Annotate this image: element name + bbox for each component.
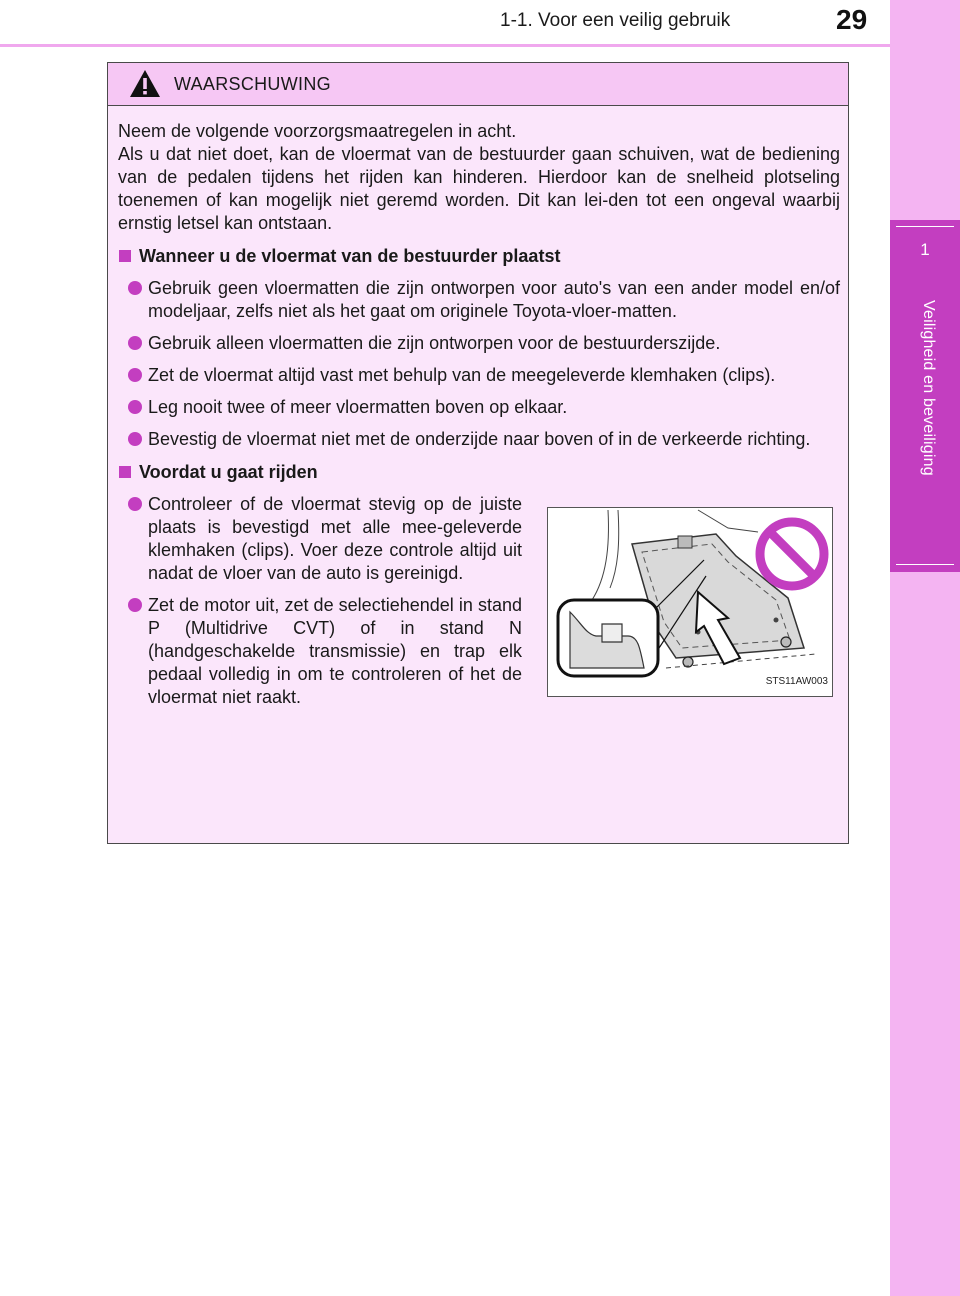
section-heading-placement	[118, 245, 840, 268]
list-item	[118, 364, 840, 387]
list-item-text: Zet de vloermat altijd vast met behulp van de meegeleverde klemhaken (clips).	[148, 365, 776, 385]
floor-mat-drawing	[548, 508, 832, 696]
list-item-text: Gebruik alleen vloermatten die zijn ontworpen voor de bestuurderszijde.	[148, 333, 721, 353]
list-item	[118, 396, 840, 419]
page-number: 29	[836, 4, 868, 35]
dot-bullet-icon	[128, 598, 142, 612]
floor-mat-illustration	[547, 507, 833, 697]
list-item	[118, 493, 522, 585]
prohibition-icon	[760, 522, 824, 586]
warning-box	[107, 62, 849, 844]
warning-header	[108, 63, 848, 106]
list-item	[118, 332, 840, 355]
section-title: 1-1. Voor een veilig gebruik	[500, 10, 731, 31]
list-item	[118, 277, 840, 323]
list-item	[118, 428, 840, 451]
warning-body	[108, 106, 848, 843]
warning-content	[118, 120, 840, 709]
dot-bullet-icon	[128, 497, 142, 511]
dot-bullet-icon	[128, 368, 142, 382]
dot-bullet-icon	[128, 432, 142, 446]
section-heading-before-driving	[118, 461, 840, 484]
square-bullet-icon	[119, 250, 131, 262]
intro-line-1: Neem de volgende voorzorgsmaatregelen in acht.	[118, 121, 517, 141]
before-driving-row	[118, 493, 840, 709]
before-driving-list	[118, 493, 522, 709]
intro-paragraph: Als u dat niet doet, kan de vloermat van de bestuurder gaan schuiven, wat de bediening van de pedalen tijdens het rijden kan hinderen. Hierdoor kan de snelheid plotseling toenemen of kan mogelijk niet geremd worden. Dit kan lei-den tot een ongeval waarbij ernstig letsel kan ontstaan.	[118, 144, 840, 233]
square-bullet-icon	[119, 466, 131, 478]
dot-bullet-icon	[128, 400, 142, 414]
tab-divider-top	[896, 226, 954, 227]
warning-triangle-icon	[128, 68, 162, 99]
warning-title: WAARSCHUWING	[174, 74, 331, 94]
side-tab	[890, 0, 960, 1296]
list-item-text: Bevestig de vloermat niet met de onderzijde naar boven of in de verkeerde richting.	[148, 429, 811, 449]
section-heading-text: Voordat u gaat rijden	[139, 462, 318, 482]
figure-code: STS11AW003	[765, 676, 828, 687]
list-item-text: Leg nooit twee of meer vloermatten boven op elkaar.	[148, 397, 568, 417]
list-item-text: Gebruik geen vloermatten die zijn ontworpen voor auto's van een ander model en/of modeljaar, zelfs niet als het gaat om originele Toyota-vloer-matten.	[148, 278, 840, 321]
dot-bullet-icon	[128, 336, 142, 350]
list-item	[118, 594, 522, 709]
list-item-text: Controleer of de vloermat stevig op de juiste plaats is bevestigd met alle mee-geleverde klemhaken (clips). Voer deze controle altijd uit nadat de vloer van de auto is gereinigd.	[148, 494, 522, 583]
dot-bullet-icon	[128, 281, 142, 295]
chapter-label: Veiligheid en beveiliging	[920, 300, 937, 476]
chapter-number: 1	[920, 240, 930, 259]
list-item-text: Zet de motor uit, zet de selectiehendel in stand P (Multidrive CVT) of in stand N (handgeschakelde transmissie) en trap elk pedaal volledig in om te controleren of het de vloermat niet raakt.	[148, 595, 522, 707]
header-rule	[0, 44, 890, 47]
tab-divider-bottom	[896, 564, 954, 565]
section-heading-text: Wanneer u de vloermat van de bestuurder plaatst	[139, 246, 561, 266]
